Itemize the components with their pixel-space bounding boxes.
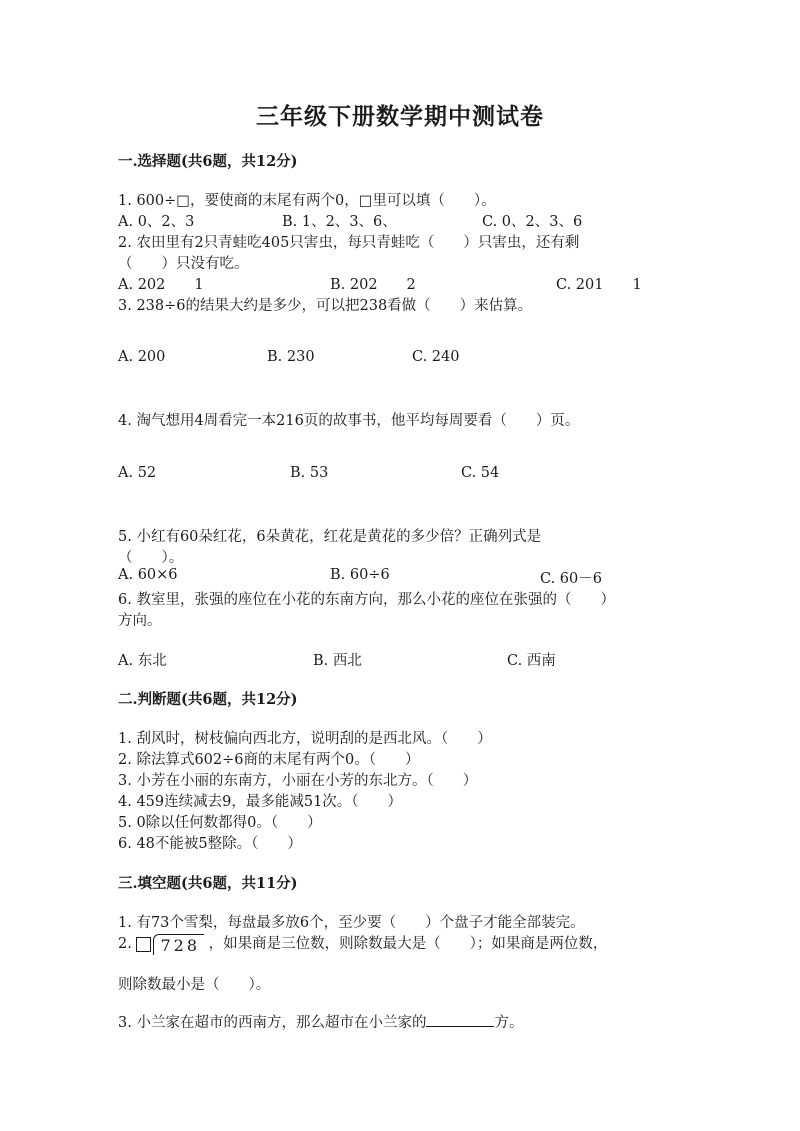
option-b: B. 202 2 [330, 277, 416, 293]
question-text: 3. 小兰家在超市的西南方，那么超市在小兰家的 [118, 1015, 427, 1031]
judgement-item: 4. 459连续减去9，最多能减51次。（ ） [118, 794, 403, 810]
fill-question: 1. 有73个雪梨，每盘最多放6个，至少要（ ）个盘子才能全部装完。 [118, 915, 585, 931]
answer-blank [426, 1012, 494, 1027]
option-a: A. 0、2、3 [118, 214, 195, 230]
option-b: B. 230 [267, 349, 315, 365]
question-text: 1. 600÷□，要使商的末尾有两个0，□里可以填（ ）。 [118, 193, 496, 209]
option-b: B. 53 [290, 465, 329, 481]
option-c: C. 201 1 [556, 277, 642, 293]
blank-box-icon [136, 937, 151, 952]
option-c: C. 240 [412, 349, 460, 365]
question-text: （ ）只没有吃。 [118, 256, 249, 272]
option-a: A. 52 [118, 465, 157, 481]
judgement-item: 3. 小芳在小丽的东南方，小丽在小芳的东北方。（ ） [118, 773, 478, 789]
question-text: 方向。 [118, 613, 162, 629]
option-c: C. 0、2、3、6 [482, 214, 583, 230]
judgement-item: 6. 48不能被5整除。（ ） [118, 836, 302, 852]
question-number: 2. [118, 936, 132, 952]
option-b: B. 西北 [313, 653, 362, 669]
question-text: （ ）。 [118, 550, 184, 566]
option-a: A. 60×6 [118, 567, 178, 583]
judgement-item: 2. 除法算式602÷6商的末尾有两个0。（ ） [118, 752, 420, 768]
judgement-item: 1. 刮风时，树枝偏向西北方，说明刮的是西北风。（ ） [118, 731, 492, 747]
fill-question [118, 1011, 523, 1032]
judgement-item: 5. 0除以任何数都得0。（ ） [118, 815, 322, 831]
question-text: ，如果商是三位数，则除数最大是（ ）；如果商是两位数， [208, 936, 608, 952]
question-text: 6. 教室里，张强的座位在小花的东南方向，那么小花的座位在张强的（ ） [118, 592, 615, 608]
option-c: C. 西南 [507, 653, 556, 669]
option-c: C. 54 [461, 465, 500, 481]
question-text: 2. 农田里有2只青蛙吃405只害虫，每只青蛙吃（ ）只害虫，还有剩 [118, 235, 580, 251]
dividend: 728 [153, 934, 204, 955]
option-a: A. 202 1 [118, 277, 204, 293]
section-heading-choice: 一.选择题(共6题，共12分) [118, 153, 298, 170]
fill-question: 则除数最小是（ ）。 [118, 977, 271, 993]
question-text: 方。 [494, 1015, 524, 1031]
question-text: 4. 淘气想用4周看完一本216页的故事书，他平均每周要看（ ）页。 [118, 413, 580, 429]
section-heading-fill: 三.填空题(共6题，共11分) [118, 875, 298, 892]
page-title: 三年级下册数学期中测试卷 [256, 103, 544, 130]
long-division-symbol [136, 934, 204, 955]
section-heading-judgement: 二.判断题(共6题，共12分) [118, 691, 298, 708]
option-c: C. 60－6 [540, 571, 602, 587]
option-b: B. 60÷6 [330, 567, 390, 583]
question-text: 3. 238÷6的结果大约是多少，可以把238看做（ ）来估算。 [118, 298, 533, 314]
option-b: B. 1、2、3、6、 [282, 214, 397, 230]
question-text: 5. 小红有60朵红花，6朵黄花，红花是黄花的多少倍？正确列式是 [118, 529, 542, 545]
fill-question [118, 932, 607, 955]
option-a: A. 200 [118, 349, 166, 365]
option-a: A. 东北 [118, 653, 167, 669]
